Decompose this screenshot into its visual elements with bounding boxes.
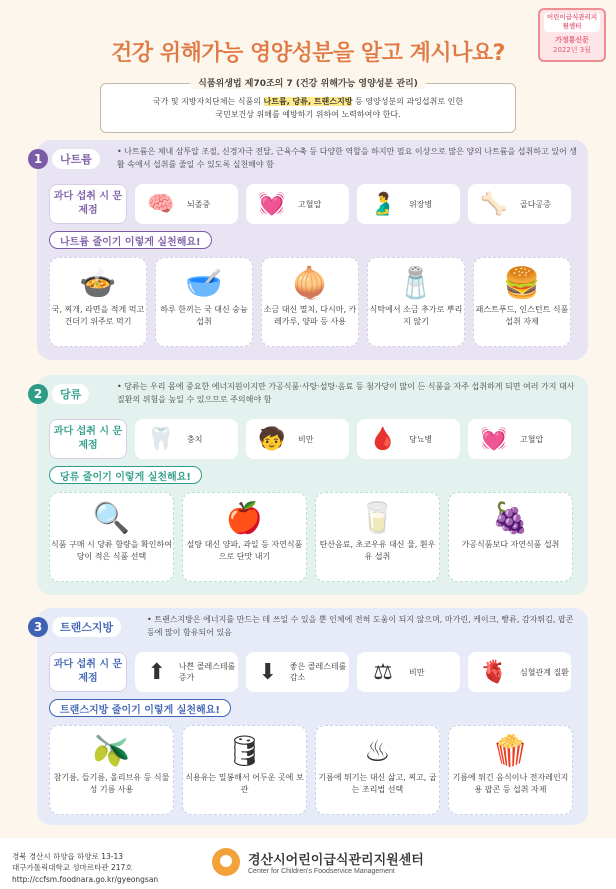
section-description: • 당류는 우리 몸에 중요한 에너지원이지만 가공식품·사탕·설탕·음료 등 첨가당이 많이 든 식품을 자주 섭취하게 되면 여러 가지 대사질환의 위험을 높일 수 있으므로 주의해야 함 bbox=[117, 382, 575, 404]
no-salt-icon: 🧂 bbox=[397, 265, 435, 301]
practice-card bbox=[473, 257, 571, 347]
problem-card bbox=[468, 652, 571, 692]
practice-text: 기름에 튀기는 대신 삶고, 찌고, 굽는 조리법 선택 bbox=[318, 773, 437, 794]
section-description: • 트랜스지방은 에너지를 만드는 데 쓰일 수 있을 뿐 인체에 전혀 도움이 되지 않으며, 마가린, 케이크, 빵류, 감자튀김, 팝콘 등에 많이 함유되어 있음 bbox=[147, 615, 574, 637]
problem-text: 나쁜 콜레스테롤 증가 bbox=[178, 662, 236, 682]
problem-card bbox=[468, 184, 571, 224]
problem-card bbox=[357, 184, 460, 224]
milk-water-icon: 🥛 bbox=[358, 500, 397, 536]
practice-card bbox=[182, 725, 307, 815]
section-header bbox=[28, 616, 121, 638]
practice-card bbox=[49, 492, 174, 582]
problem-text: 위장병 bbox=[409, 199, 433, 209]
obese-kid-icon: 🧒 bbox=[258, 426, 286, 452]
practice-text: 참기름, 들기름, 올리브유 등 식물성 기름 사용 bbox=[53, 773, 170, 794]
practice-text: 탄산음료, 초코우유 대신 물, 흰우유 섭취 bbox=[319, 540, 436, 561]
brain-icon: 🧠 bbox=[147, 191, 175, 217]
practice-text: 소금 대신 멸치, 다시마, 카레가루, 양파 등 사용 bbox=[263, 305, 357, 326]
practice-text: 가공식품보다 자연식품 섭취 bbox=[461, 540, 560, 549]
stomach-icon: 🫃 bbox=[369, 191, 397, 217]
section-number: 1 bbox=[28, 149, 48, 169]
problem-text: 좋은 콜레스테롤 감소 bbox=[289, 662, 347, 682]
practice-card bbox=[315, 725, 440, 815]
label-magnifier-icon: 🔍 bbox=[92, 500, 131, 536]
badge-date: 2022년 3월 bbox=[552, 45, 592, 54]
practice-row bbox=[49, 725, 573, 815]
footer-url[interactable]: http://ccfsm.foodnara.go.kr/gyeongsan bbox=[12, 874, 159, 884]
section-1 bbox=[33, 140, 588, 360]
practice-card bbox=[261, 257, 359, 347]
problem-label: 과다 섭취 시 문제점 bbox=[49, 419, 127, 459]
page-title: 건강 위해가능 영양성분을 알고 계시나요? bbox=[111, 41, 505, 66]
practice-row bbox=[49, 257, 571, 347]
practice-text: 하루 한끼는 국 대신 숭늉 섭취 bbox=[160, 305, 248, 326]
practice-text: 식용유는 밀봉해서 어두운 곳에 보관 bbox=[185, 773, 304, 794]
law-title: 식품위생법 제70조의 7 (건강 위해가능 영양성분 관리) bbox=[190, 79, 426, 89]
practice-text: 식탁에서 소금 추가로 뿌리지 않기 bbox=[369, 305, 463, 326]
badge-type: 가정통신문 bbox=[555, 35, 589, 44]
problem-card bbox=[357, 419, 460, 459]
fruit-icon: 🍎 bbox=[225, 500, 264, 536]
practice-card bbox=[315, 492, 440, 582]
problem-card bbox=[246, 184, 349, 224]
heart-icon: 💓 bbox=[258, 191, 286, 217]
practice-card bbox=[49, 257, 147, 347]
section-3 bbox=[33, 608, 588, 825]
footer-address: 경북 경산시 하양읍 하양로 13-13 대구가톨릭대학교 성마르타관 217호 http://ccfsm.foodnara.go.kr/gyeongsan bbox=[12, 852, 159, 884]
practice-title: 당류 줄이기 이렇게 실천해요! bbox=[49, 466, 202, 484]
problem-text: 비만 bbox=[409, 667, 425, 677]
law-highlight: 나트륨, 당류, 트랜스지방 bbox=[263, 97, 353, 106]
problem-card bbox=[357, 652, 460, 692]
scale-icon: ⚖ bbox=[373, 659, 393, 685]
steaming-pot-icon: ♨ bbox=[364, 733, 391, 769]
bone-icon: 🦴 bbox=[480, 191, 508, 217]
fruit-basket-icon: 🍇 bbox=[491, 500, 530, 536]
practice-card bbox=[182, 492, 307, 582]
problem-text: 골다공증 bbox=[520, 199, 551, 209]
problem-card bbox=[135, 419, 238, 459]
practice-card bbox=[49, 725, 174, 815]
practice-title: 나트륨 줄이기 이렇게 실천해요! bbox=[49, 231, 212, 249]
practice-text: 기름에 튀긴 음식이나 전자레인지용 팝콘 등 섭취 자제 bbox=[452, 773, 569, 794]
problem-label: 과다 섭취 시 문제점 bbox=[49, 184, 127, 224]
practice-text: 국, 찌개, 라면을 적게 먹고 건더기 위주로 먹기 bbox=[51, 305, 145, 326]
footer bbox=[0, 838, 616, 889]
section-number: 2 bbox=[28, 384, 48, 404]
center-logo-icon bbox=[212, 848, 240, 876]
badge-org: 어린이급식관리지원센터 bbox=[544, 13, 600, 32]
cholesterol-down-icon: ⬇ bbox=[258, 659, 278, 685]
practice-card bbox=[448, 492, 573, 582]
practice-text: 식품 구매 시 당류 함량을 확인하여 당이 적은 식품 선택 bbox=[51, 540, 172, 561]
glucometer-icon: 🩸 bbox=[369, 426, 397, 452]
problem-label: 과다 섭취 시 문제점 bbox=[49, 652, 127, 692]
problem-row bbox=[49, 652, 571, 692]
problem-text: 충치 bbox=[187, 434, 203, 444]
fastfood-icon: 🍔 bbox=[503, 265, 541, 301]
problem-card bbox=[468, 419, 571, 459]
law-line-2: 국민보건상 위해를 예방하기 위하여 노력하여야 한다. bbox=[215, 109, 401, 119]
center-name: 경산시어린이급식관리지원센터 bbox=[248, 853, 424, 868]
practice-title: 트랜스지방 줄이기 이렇게 실천해요! bbox=[49, 699, 231, 717]
problem-text: 뇌졸중 bbox=[187, 199, 211, 209]
tooth-icon: 🦷 bbox=[147, 426, 175, 452]
problem-text: 심혈관계 질환 bbox=[520, 667, 569, 677]
section-name: 나트륨 bbox=[52, 149, 100, 169]
problem-text: 고혈압 bbox=[520, 434, 544, 444]
center-name-en: Center for Children's Foodservice Management bbox=[248, 868, 395, 875]
problem-row bbox=[49, 184, 571, 224]
practice-row bbox=[49, 492, 573, 582]
heart-icon: 💓 bbox=[480, 426, 508, 452]
problem-text: 비만 bbox=[298, 434, 314, 444]
law-box bbox=[100, 79, 516, 133]
law-line-1: 국가 및 지방자치단체는 식품의 나트륨, 당류, 트랜스지방 등 영양성분의 과잉섭취로 인한 bbox=[152, 97, 464, 106]
center-logo bbox=[212, 848, 424, 876]
cholesterol-up-icon: ⬆ bbox=[147, 659, 167, 685]
oil-jug-icon: 🛢 bbox=[225, 733, 264, 769]
practice-card bbox=[155, 257, 253, 347]
section-header bbox=[28, 148, 100, 170]
stew-icon: 🍲 bbox=[79, 265, 117, 301]
section-2 bbox=[33, 375, 588, 595]
practice-text: 패스트푸드, 인스턴트 식품 섭취 자제 bbox=[475, 305, 569, 326]
section-name: 트랜스지방 bbox=[52, 617, 121, 637]
problem-row bbox=[49, 419, 571, 459]
problem-card bbox=[135, 652, 238, 692]
problem-card bbox=[135, 184, 238, 224]
popcorn-icon: 🍿 bbox=[491, 733, 530, 769]
practice-card bbox=[367, 257, 465, 347]
problem-text: 당뇨병 bbox=[409, 434, 433, 444]
problem-card bbox=[246, 652, 349, 692]
section-name: 당류 bbox=[52, 384, 89, 404]
heart-organ-icon: 🫀 bbox=[480, 659, 508, 685]
onion-icon: 🧅 bbox=[291, 265, 329, 301]
problem-text: 고혈압 bbox=[298, 199, 322, 209]
oil-bottle-icon: 🫒 bbox=[92, 733, 131, 769]
problem-card bbox=[246, 419, 349, 459]
soup-bowl-icon: 🥣 bbox=[185, 265, 223, 301]
practice-card bbox=[448, 725, 573, 815]
practice-text: 설탕 대신 양파, 과일 등 자연식품으로 단맛 내기 bbox=[186, 540, 303, 561]
section-number: 3 bbox=[28, 617, 48, 637]
section-description: • 나트륨은 체내 삼투압 조절, 신경자극 전달, 근육수축 등 다양한 역할을 하지만 필요 이상으로 많은 양의 나트륨을 섭취하고 있어 생활 속에서 섭취를 줄일 수 있도록 실천해야 함 bbox=[117, 147, 577, 169]
section-header bbox=[28, 383, 89, 405]
